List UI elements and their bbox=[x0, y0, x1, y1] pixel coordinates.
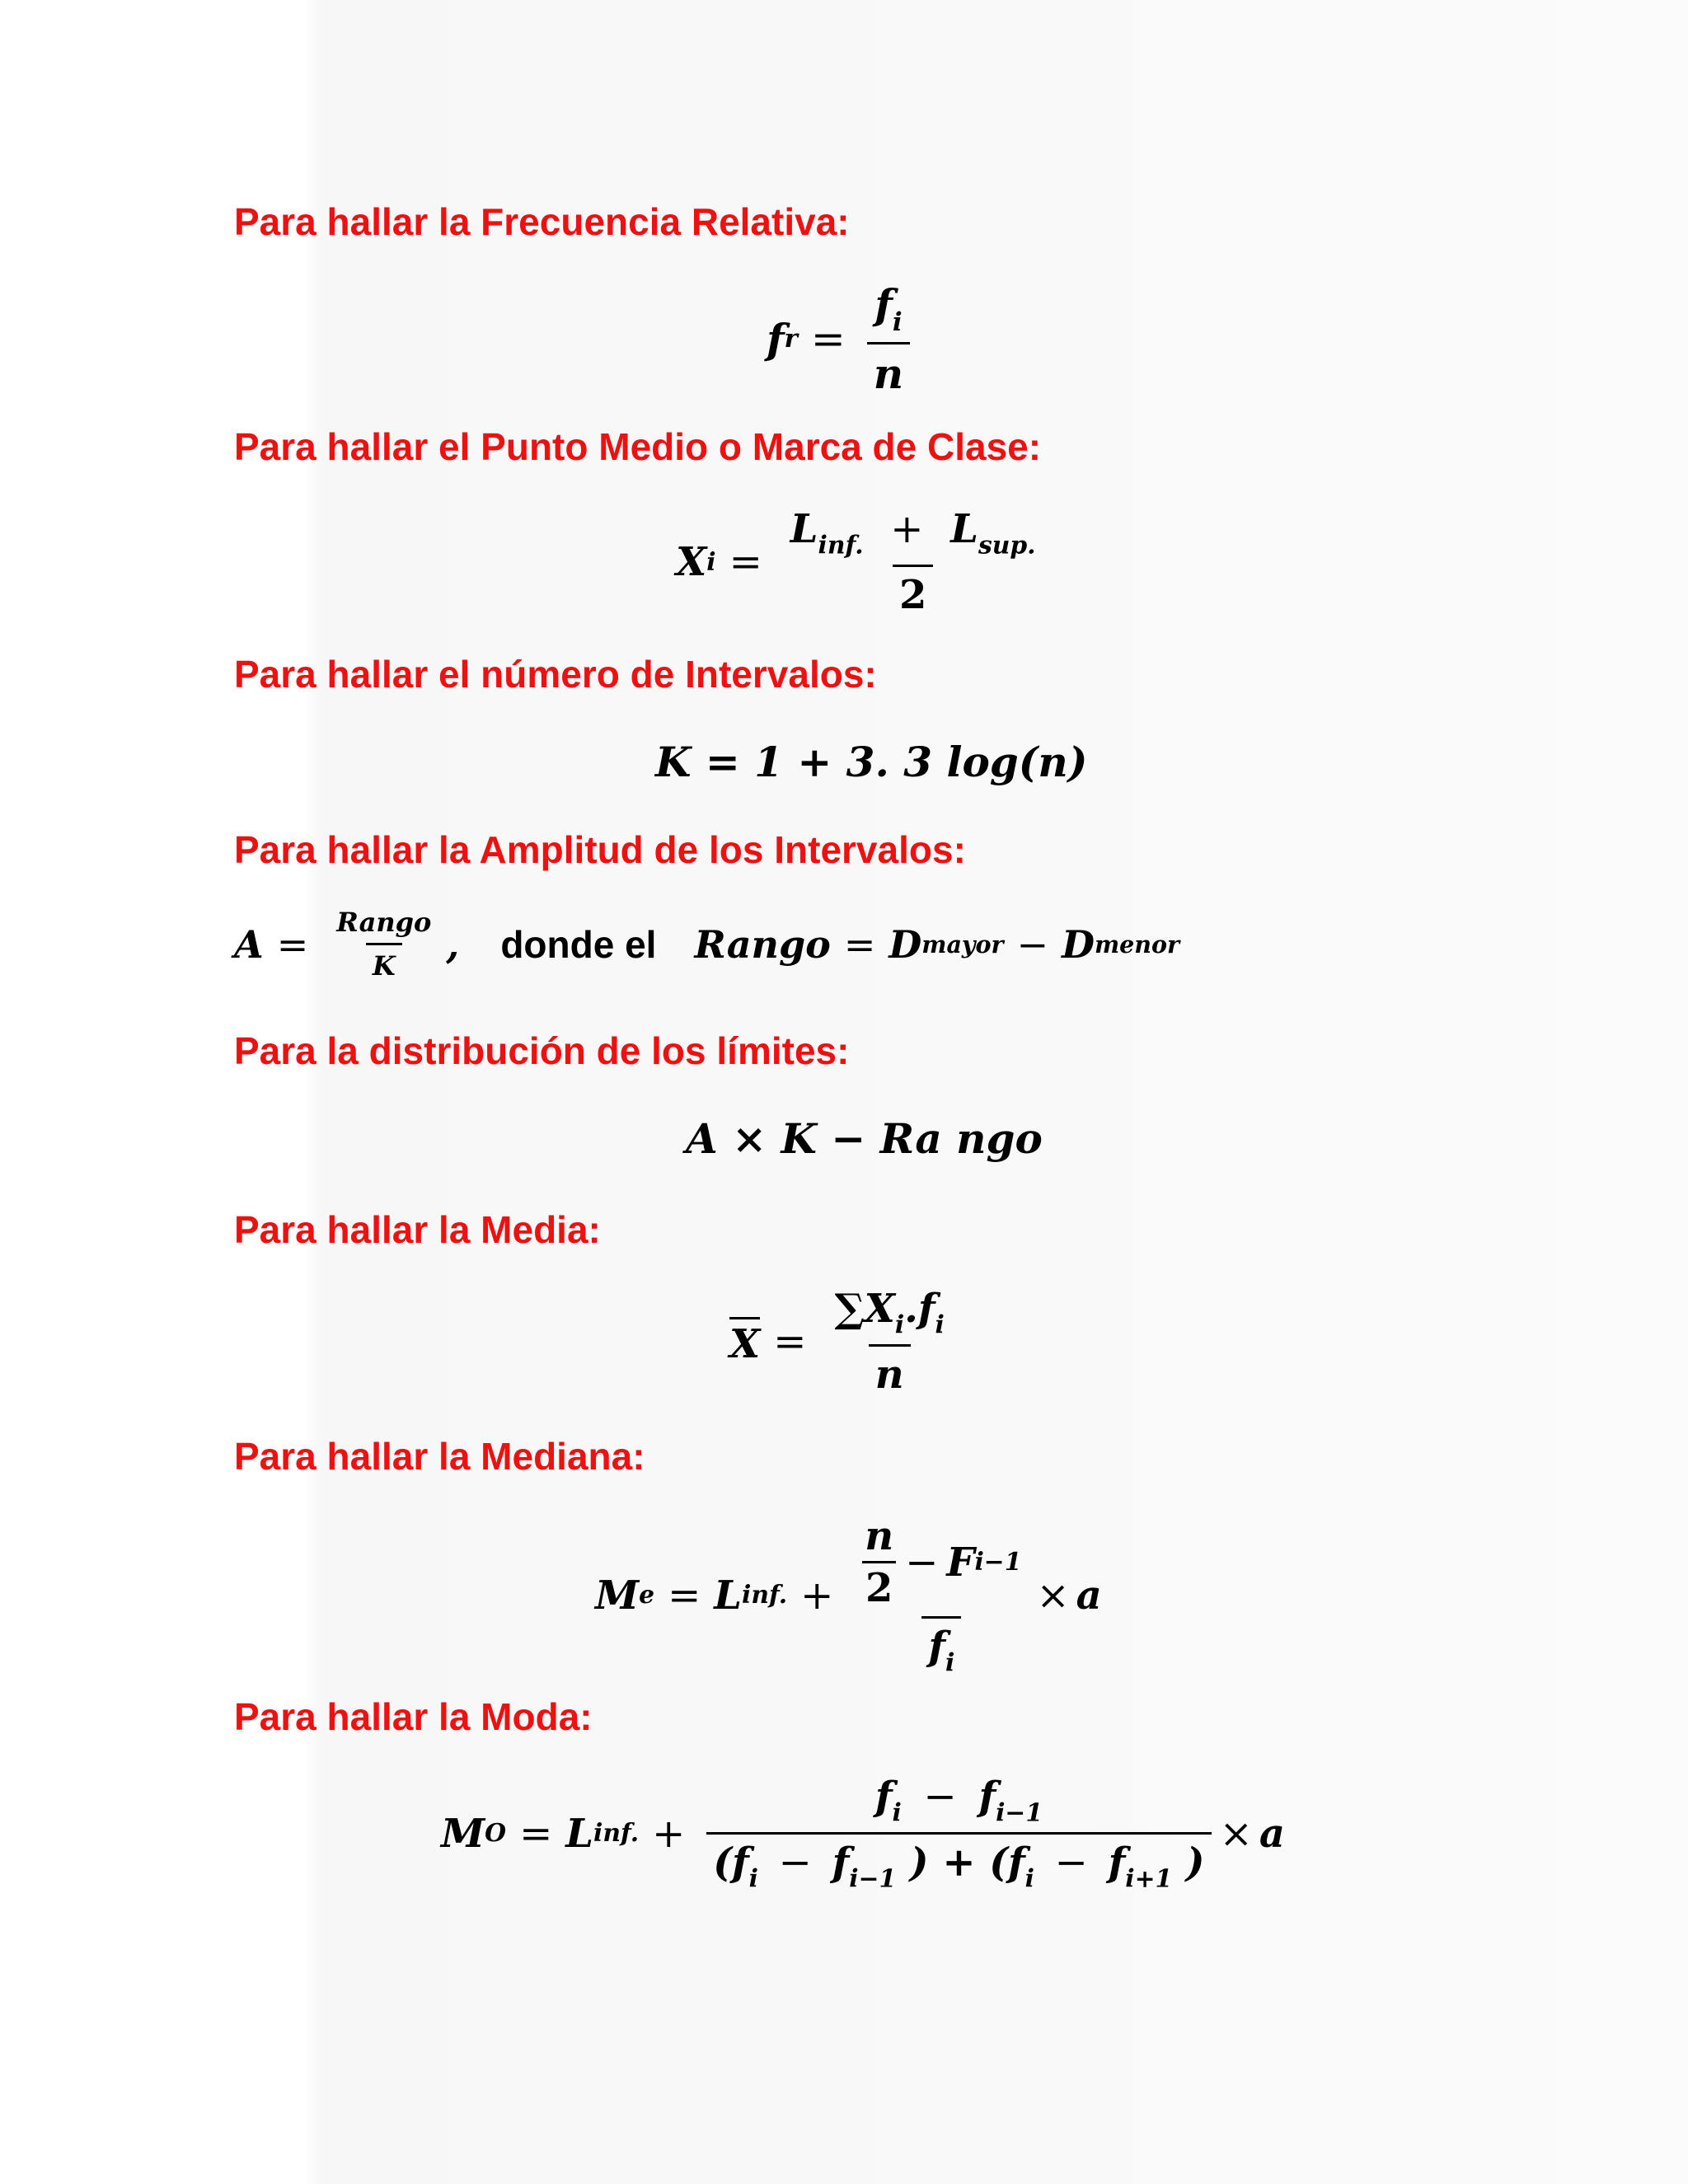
fraction: $\frac{L_{inf.} + L_{sup.}}{2}$ bbox=[790, 506, 1036, 619]
inner-fraction: $\frac{n}{2}$ bbox=[861, 1513, 897, 1611]
formula-mediana: M e = L inf. + $\frac{n}{2}$ − F i−1 $f_i$ × a bbox=[595, 1513, 1102, 1678]
formula-amplitud: A = $\frac{\text{Rango}}{K}$ , donde el Rango = D mayor − D menor bbox=[234, 907, 1180, 982]
formula-frecuencia-relativa: f r = $\frac{f_i}{n}$ bbox=[767, 280, 918, 398]
heading-numero-intervalos: Para hallar el número de Intervalos: bbox=[234, 653, 877, 696]
heading-moda: Para hallar la Moda: bbox=[234, 1695, 593, 1738]
heading-media: Para hallar la Media: bbox=[234, 1208, 601, 1251]
formula-punto-medio: X i = $\frac{L_{inf.} + L_{sup.}}{2}$ bbox=[676, 506, 1051, 618]
heading-frecuencia-relativa: Para hallar la Frecuencia Relativa: bbox=[234, 200, 850, 243]
fraction: $\frac{\text{Rango}}{K}$ bbox=[336, 907, 432, 982]
formula-distribucion-limites: A × K − Ra ngo bbox=[686, 1114, 1043, 1163]
formula-moda: M O = L inf. + $f_i - f_{i-1}$ ($f_i - f_{i-1}$ ) + ($f_i - f_{i+1}$ ) × a bbox=[441, 1774, 1285, 1894]
heading-punto-medio: Para hallar el Punto Medio o Marca de Clase: bbox=[234, 425, 1042, 468]
heading-amplitud: Para hallar la Amplitud de los Intervalos: bbox=[234, 828, 966, 871]
fraction: $f_i - f_{i-1}$ ($f_i - f_{i-1}$ ) + ($f_i - f_{i+1}$ ) bbox=[706, 1774, 1211, 1894]
formula-media: X = $\frac{\sum X_i.f_i}{n}$ bbox=[729, 1286, 959, 1398]
heading-mediana: Para hallar la Mediana: bbox=[234, 1435, 645, 1478]
fraction: $\frac{n}{2}$ − F i−1 $f_i$ bbox=[855, 1513, 1028, 1677]
heading-distribucion-limites: Para la distribución de los límites: bbox=[234, 1029, 850, 1072]
fraction: $\frac{\sum X_i.f_i}{n}$ bbox=[834, 1286, 945, 1399]
fraction: $\frac{f_i}{n}$ bbox=[867, 280, 910, 398]
formula-numero-intervalos: K = 1 + 3. 3 log(n) bbox=[655, 738, 1088, 786]
